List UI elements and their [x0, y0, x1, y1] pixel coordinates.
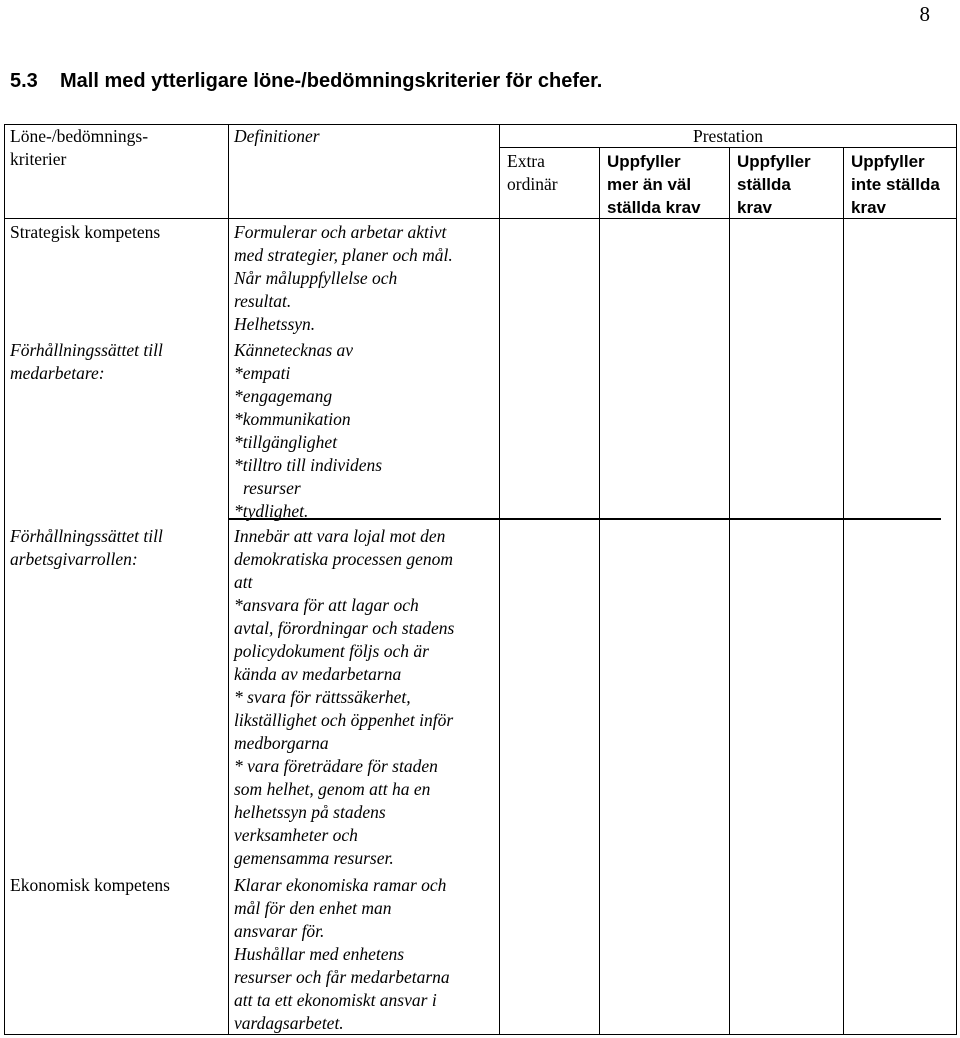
- definition-line: *kommunikation: [234, 409, 351, 429]
- header-col-line: ställda krav: [607, 198, 701, 217]
- definition-line: likställighet och öppenhet inför: [234, 710, 454, 730]
- definition-line: Klarar ekonomiska ramar och: [234, 875, 447, 895]
- header-col-extra: [507, 150, 558, 196]
- definition-line: som helhet, genom att ha en: [234, 779, 431, 799]
- col-divider-mer: [599, 147, 600, 1035]
- table-left-border: [4, 124, 5, 1035]
- definition-line: mål för den enhet man: [234, 898, 392, 918]
- criterion-line: arbetsgivarrollen:: [10, 549, 138, 569]
- col-divider-extra: [499, 124, 500, 1035]
- header-col-line: Uppfyller: [737, 152, 811, 171]
- definition-line: resurser: [243, 478, 301, 498]
- definition-line: kända av medarbetarna: [234, 664, 402, 684]
- definition-line: * svara för rättssäkerhet,: [234, 687, 411, 707]
- header-definitions: Definitioner: [234, 126, 320, 146]
- definition-line: ansvarar för.: [234, 921, 325, 941]
- header-col-stallda: [737, 150, 811, 219]
- table-bottom-border: [4, 1034, 957, 1035]
- header-col-line: ställda: [737, 175, 791, 194]
- col-divider-inte: [843, 147, 844, 1035]
- definition-line: medborgarna: [234, 733, 329, 753]
- header-col-inte-stallda: [851, 150, 940, 219]
- criterion-forhallningssattet-arbetsgivarrollen: [10, 525, 163, 571]
- definition-line: Når måluppfyllelse och: [234, 268, 398, 288]
- col-divider-definitions: [228, 124, 229, 1035]
- definition-line: Hushållar med enhetens: [234, 944, 405, 964]
- header-bottom-border: [4, 218, 957, 219]
- definition-line: Helhetssyn.: [234, 314, 316, 334]
- definition-line: gemensamma resurser.: [234, 848, 394, 868]
- definition-line: * vara företrädare för staden: [234, 756, 438, 776]
- criterion-strategisk-kompetens: [10, 221, 160, 244]
- criterion-line: Förhållningssättet till: [10, 340, 163, 360]
- definition-line: demokratiska processen genom: [234, 549, 454, 569]
- definition-line: avtal, förordningar och stadens: [234, 618, 455, 638]
- definition-line: med strategier, planer och mål.: [234, 245, 453, 265]
- criterion-line: Strategisk kompetens: [10, 222, 161, 242]
- criterion-line: medarbetare:: [10, 363, 105, 383]
- definition-line: helhetssyn på stadens: [234, 802, 386, 822]
- definition-ekonomisk-kompetens: [234, 874, 450, 1035]
- definition-line: policydokument följs och är: [234, 641, 429, 661]
- header-criteria: [10, 125, 148, 171]
- col-divider-uppfyller: [729, 147, 730, 1035]
- header-criteria-line: Löne-/bedömnings-: [10, 126, 149, 146]
- definition-line: *tilltro till individens: [234, 455, 383, 475]
- definition-line: *engagemang: [234, 386, 333, 406]
- definition-line: *ansvara för att lagar och: [234, 595, 419, 615]
- definition-forhallningssattet-medarbetare: [234, 339, 382, 523]
- definition-line: Formulerar och arbetar aktivt: [234, 222, 447, 242]
- header-col-line: krav: [851, 198, 886, 217]
- definition-line: *empati: [234, 363, 291, 383]
- definition-strategisk-kompetens: [234, 221, 453, 336]
- header-col-mer-an-val: [607, 150, 701, 219]
- criterion-line: Förhållningssättet till: [10, 526, 163, 546]
- header-col-line: Extra: [507, 151, 545, 171]
- definition-forhallningssattet-arbetsgivarrollen: [234, 525, 454, 870]
- definition-line: Innebär att vara lojal mot den: [234, 526, 446, 546]
- definition-line: verksamheter och: [234, 825, 358, 845]
- table-right-border: [956, 124, 957, 1035]
- header-col-line: Uppfyller: [607, 152, 681, 171]
- definition-line: att: [234, 572, 253, 592]
- header-col-line: mer än väl: [607, 175, 692, 194]
- header-col-line: inte ställda: [851, 175, 940, 194]
- definition-line: Kännetecknas av: [234, 340, 354, 360]
- header-criteria-line: kriterier: [10, 149, 67, 169]
- header-col-line: krav: [737, 198, 772, 217]
- page-number: 8: [919, 2, 930, 26]
- section-heading: [10, 70, 602, 93]
- section-number: 5.3: [10, 70, 38, 92]
- definition-line: *tydlighet.: [234, 501, 309, 521]
- header-performance: Prestation: [693, 126, 763, 146]
- definition-line: att ta ett ekonomiskt ansvar i: [234, 990, 437, 1010]
- definition-line: vardagsarbetet.: [234, 1013, 344, 1033]
- definition-line: resultat.: [234, 291, 292, 311]
- criterion-forhallningssattet-medarbetare: [10, 339, 163, 385]
- definition-line: resurser och får medarbetarna: [234, 967, 450, 987]
- header-col-line: Uppfyller: [851, 152, 925, 171]
- section-title: Mall med ytterligare löne-/bedömningskriterier för chefer.: [60, 70, 603, 92]
- definition-line: *tillgänglighet: [234, 432, 338, 452]
- header-col-line: ordinär: [507, 174, 558, 194]
- criterion-ekonomisk-kompetens: [10, 874, 170, 897]
- criterion-line: Ekonomisk kompetens: [10, 875, 170, 895]
